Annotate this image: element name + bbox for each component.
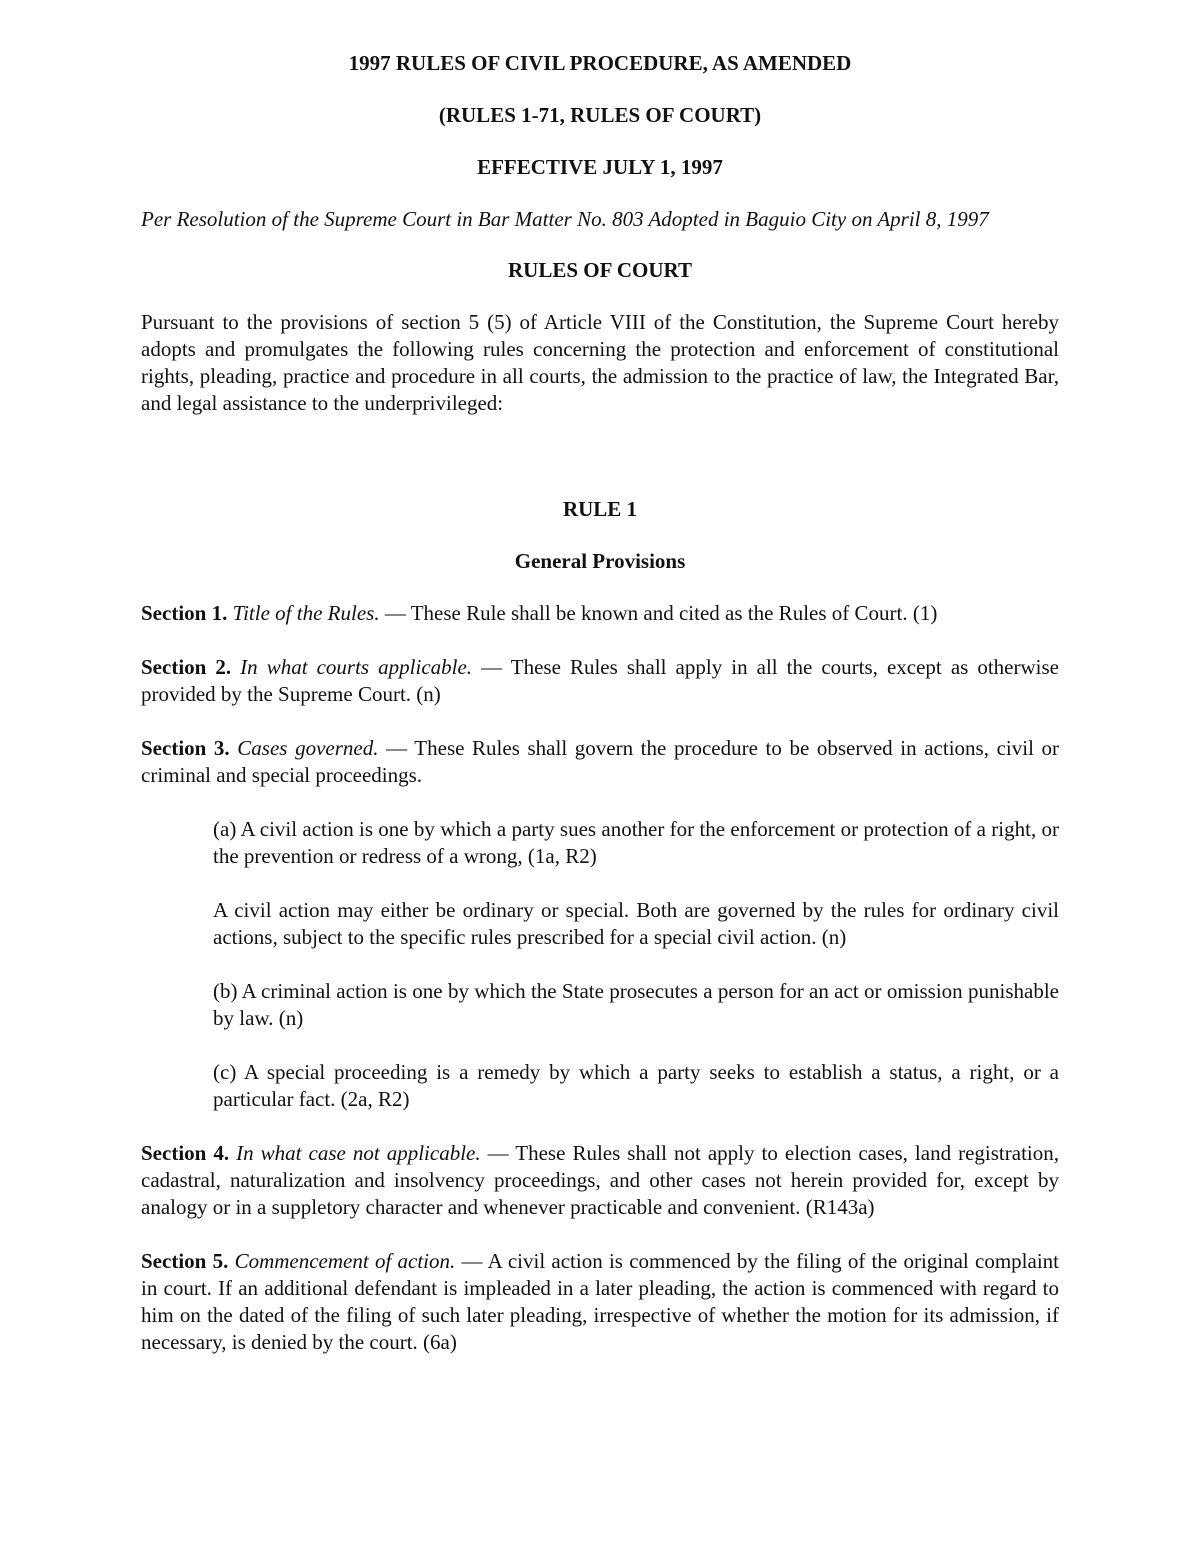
effective-date: EFFECTIVE JULY 1, 1997: [477, 155, 723, 179]
section-title: Commencement of action.: [234, 1249, 456, 1273]
rules-of-court-heading: RULES OF COURT: [507, 258, 692, 282]
section-body: — These Rules shall govern the procedure to be observed in actions, civil or criminal and special proceedings.: [141, 736, 1059, 787]
section-label: Section 2.: [141, 655, 232, 679]
section-1: [141, 600, 1059, 627]
section-body: — A civil action is commenced by the filing of the original complaint in court. If an additional defendant is impleaded in a later pleading, the action is commenced with regard to him on the dated of the filing of such later pleading, irrespective of whether the motion for its admission, if necessary, is denied by the court. (6a): [141, 1249, 1059, 1354]
section-3-item-a: (a) A civil action is one by which a party sues another for the enforcement or protection of a right, or the prevention or redress of a wrong, (1a, R2): [213, 817, 1059, 868]
section-body: — These Rules shall apply in all the courts, except as otherwise provided by the Supreme Court. (n): [141, 655, 1059, 706]
preamble-paragraph: Pursuant to the provisions of section 5 (5) of Article VIII of the Constitution, the Supreme Court hereby adopts and promulgates the following rules concerning the protection and enforcement of constitutional rights, pleading, practice and procedure in all courts, the admission to the practice of law, the Integrated Bar, and legal assistance to the underprivileged:: [141, 310, 1059, 415]
rule-heading: RULE 1: [562, 497, 638, 521]
section-body: — These Rule shall be known and cited as the Rules of Court. (1): [379, 601, 938, 625]
section-2: [141, 654, 1059, 708]
section-4: [141, 1140, 1059, 1221]
document-subtitle: (RULES 1-71, RULES OF COURT): [438, 103, 762, 127]
section-title: In what case not applicable.: [236, 1141, 481, 1165]
section-label: Section 3.: [141, 736, 230, 760]
section-3-item-c: (c) A special proceeding is a remedy by which a party seeks to establish a status, a right, or a particular fact. (2a, R2): [213, 1060, 1059, 1111]
section-3-item-b: (b) A criminal action is one by which the State prosecutes a person for an act or omission punishable by law. (n): [213, 979, 1059, 1030]
section-label: Section 4.: [141, 1141, 230, 1165]
section-3-civil-action-note: A civil action may either be ordinary or special. Both are governed by the rules for ordinary civil actions, subject to the specific rules prescribed for a special civil action. (n): [213, 898, 1059, 949]
resolution-note: Per Resolution of the Supreme Court in Bar Matter No. 803 Adopted in Baguio City on April 8, 1997: [141, 207, 989, 231]
section-3: [141, 735, 1059, 789]
section-5: [141, 1248, 1059, 1356]
section-label: Section 5.: [141, 1249, 229, 1273]
document-body: [141, 50, 1059, 1383]
section-body: — These Rules shall not apply to election cases, land registration, cadastral, naturalization and insolvency proceedings, and other cases not herein provided for, except by analogy or in a suppletory character and whenever practicable and convenient. (R143a): [141, 1141, 1060, 1219]
section-title: Title of the Rules.: [232, 601, 380, 625]
rule-subheading: General Provisions: [514, 549, 686, 573]
document-title: 1997 RULES OF CIVIL PROCEDURE, AS AMENDED: [348, 51, 852, 75]
section-title: In what courts applicable.: [240, 655, 473, 679]
section-title: Cases governed.: [237, 736, 379, 760]
section-label: Section 1.: [141, 601, 228, 625]
